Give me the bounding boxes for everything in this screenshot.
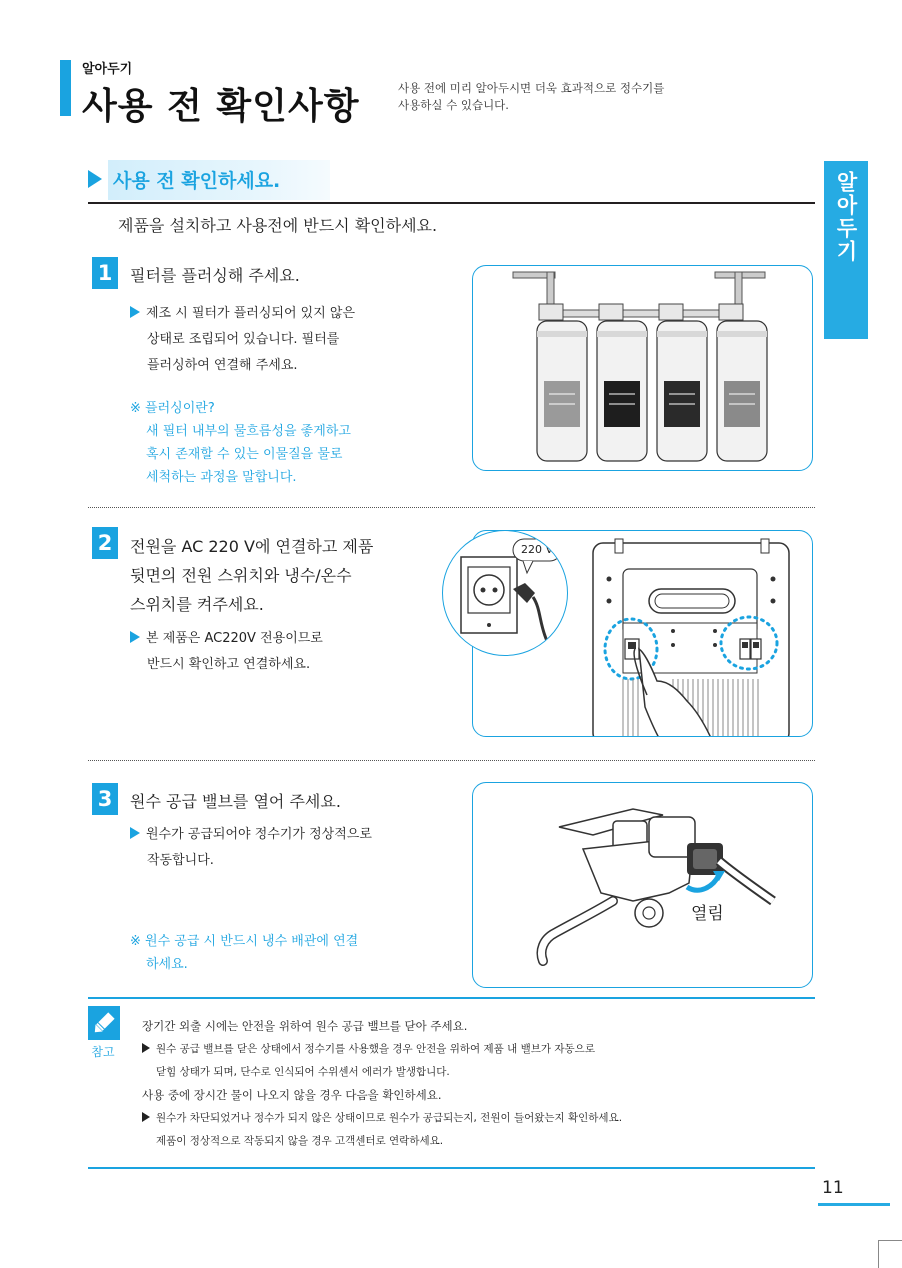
bullet-text: 본 제품은 AC220V 전용이므로 <box>146 631 323 646</box>
step-number-badge: 1 <box>92 257 118 289</box>
valve-illustration <box>472 782 813 988</box>
footnote-line <box>142 1038 622 1061</box>
filter-cartridges-image <box>473 266 813 471</box>
footnote-line-text: 원수가 차단되었거나 정수가 되지 않은 상태이므로 원수가 공급되는지, 전원이 들어왔는지 확인하세요. <box>156 1112 623 1124</box>
note-heading: ※ 플러싱이란? <box>130 401 215 416</box>
footnote-line: 장기간 외출 시에는 안전을 위하여 원수 공급 밸브를 닫아 주세요. <box>142 1019 468 1033</box>
step-bullet <box>130 822 450 874</box>
crop-mark <box>878 1240 902 1241</box>
step-title-line: 전원을 AC 220 V에 연결하고 제품 <box>130 537 374 556</box>
bullet-text: 원수가 공급되어야 정수기가 정상적으로 <box>146 827 372 842</box>
step-bullet <box>130 301 430 379</box>
note-line: 혹시 존재할 수 있는 이물질을 물로 <box>146 447 343 462</box>
step-divider <box>88 760 815 761</box>
footnote-text <box>142 1015 622 1153</box>
bullet-line: 작동합니다. <box>147 853 214 868</box>
step-title-line: 뒷면의 전원 스위치와 냉수/온수 <box>130 566 352 585</box>
page-number-underline <box>818 1203 890 1206</box>
section-divider <box>88 202 815 204</box>
bullet-line <box>130 301 430 327</box>
step-title: 필터를 플러싱해 주세요. <box>130 266 300 285</box>
page-title: 사용 전 확인사항 <box>82 86 360 127</box>
step-bullet <box>130 626 430 678</box>
bullet-line: 상태로 조립되어 있습니다. 필터를 <box>147 332 340 347</box>
triangle-arrow-icon <box>88 170 102 188</box>
voltage-label: 220 V <box>520 543 554 556</box>
triangle-bullet-icon <box>130 827 140 839</box>
step-title <box>130 532 440 619</box>
supply-valve-image <box>473 783 813 988</box>
bullet-text: 제조 시 필터가 플러싱되어 있지 않은 <box>146 306 356 321</box>
valve-open-label: 열림 <box>691 904 724 924</box>
crop-mark <box>878 1240 879 1268</box>
bullet-line: 반드시 확인하고 연결하세요. <box>147 657 311 672</box>
cold-pipe-note <box>130 930 450 976</box>
step-title-line: 스위치를 켜주세요. <box>130 595 264 614</box>
triangle-bullet-icon <box>142 1112 150 1122</box>
footnote-line-text: 원수 공급 밸브를 닫은 상태에서 정수기를 사용했을 경우 안전을 위하여 제품 내 밸브가 자동으로 <box>156 1043 595 1055</box>
step-number-badge: 3 <box>92 783 118 815</box>
section-title: 사용 전 확인하세요. <box>113 170 281 192</box>
footnote-bottom-rule <box>88 1167 815 1169</box>
header-description <box>398 80 818 114</box>
step-number-badge: 2 <box>92 527 118 559</box>
footnote-line <box>142 1107 622 1130</box>
section-intro: 제품을 설치하고 사용전에 반드시 확인하세요. <box>118 216 438 235</box>
header-accent-bar <box>60 60 71 116</box>
note-line: 새 필터 내부의 물흐름성을 좋게하고 <box>146 424 351 439</box>
note-line: ※ 원수 공급 시 반드시 냉수 배관에 연결 <box>130 934 359 949</box>
note-line: 세척하는 과정을 말합니다. <box>146 470 297 485</box>
side-tab-label: 알아두기 <box>834 171 858 263</box>
triangle-bullet-icon <box>130 631 140 643</box>
footnote-line: 닫힘 상태가 되며, 단수로 인식되어 수위센서 에러가 발생합니다. <box>156 1066 450 1078</box>
bullet-line: 플러싱하여 연결해 주세요. <box>147 358 298 373</box>
page-number: 11 <box>822 1178 844 1198</box>
header-description-line: 사용하실 수 있습니다. <box>398 98 509 112</box>
footnote-label: 참고 <box>91 1045 115 1059</box>
footnote-line: 사용 중에 장시간 물이 나오지 않을 경우 다음을 확인하세요. <box>142 1088 442 1102</box>
note-line: 하세요. <box>146 957 188 972</box>
filters-illustration <box>472 265 813 471</box>
bullet-line <box>130 626 430 652</box>
header-category-label: 알아두기 <box>82 62 133 77</box>
triangle-bullet-icon <box>130 306 140 318</box>
header-description-line: 사용 전에 미리 알아두시면 더욱 효과적으로 정수기를 <box>398 81 665 95</box>
footnote-line: 제품이 정상적으로 작동되지 않을 경우 고객센터로 연락하세요. <box>156 1135 444 1147</box>
pencil-note-icon <box>88 1006 120 1044</box>
flushing-note <box>130 397 430 489</box>
step-divider <box>88 507 815 508</box>
power-plug-illustration <box>442 530 568 656</box>
step-title: 원수 공급 밸브를 열어 주세요. <box>130 792 341 811</box>
footnote-top-rule <box>88 997 815 999</box>
bullet-line <box>130 822 450 848</box>
triangle-bullet-icon <box>142 1043 150 1053</box>
